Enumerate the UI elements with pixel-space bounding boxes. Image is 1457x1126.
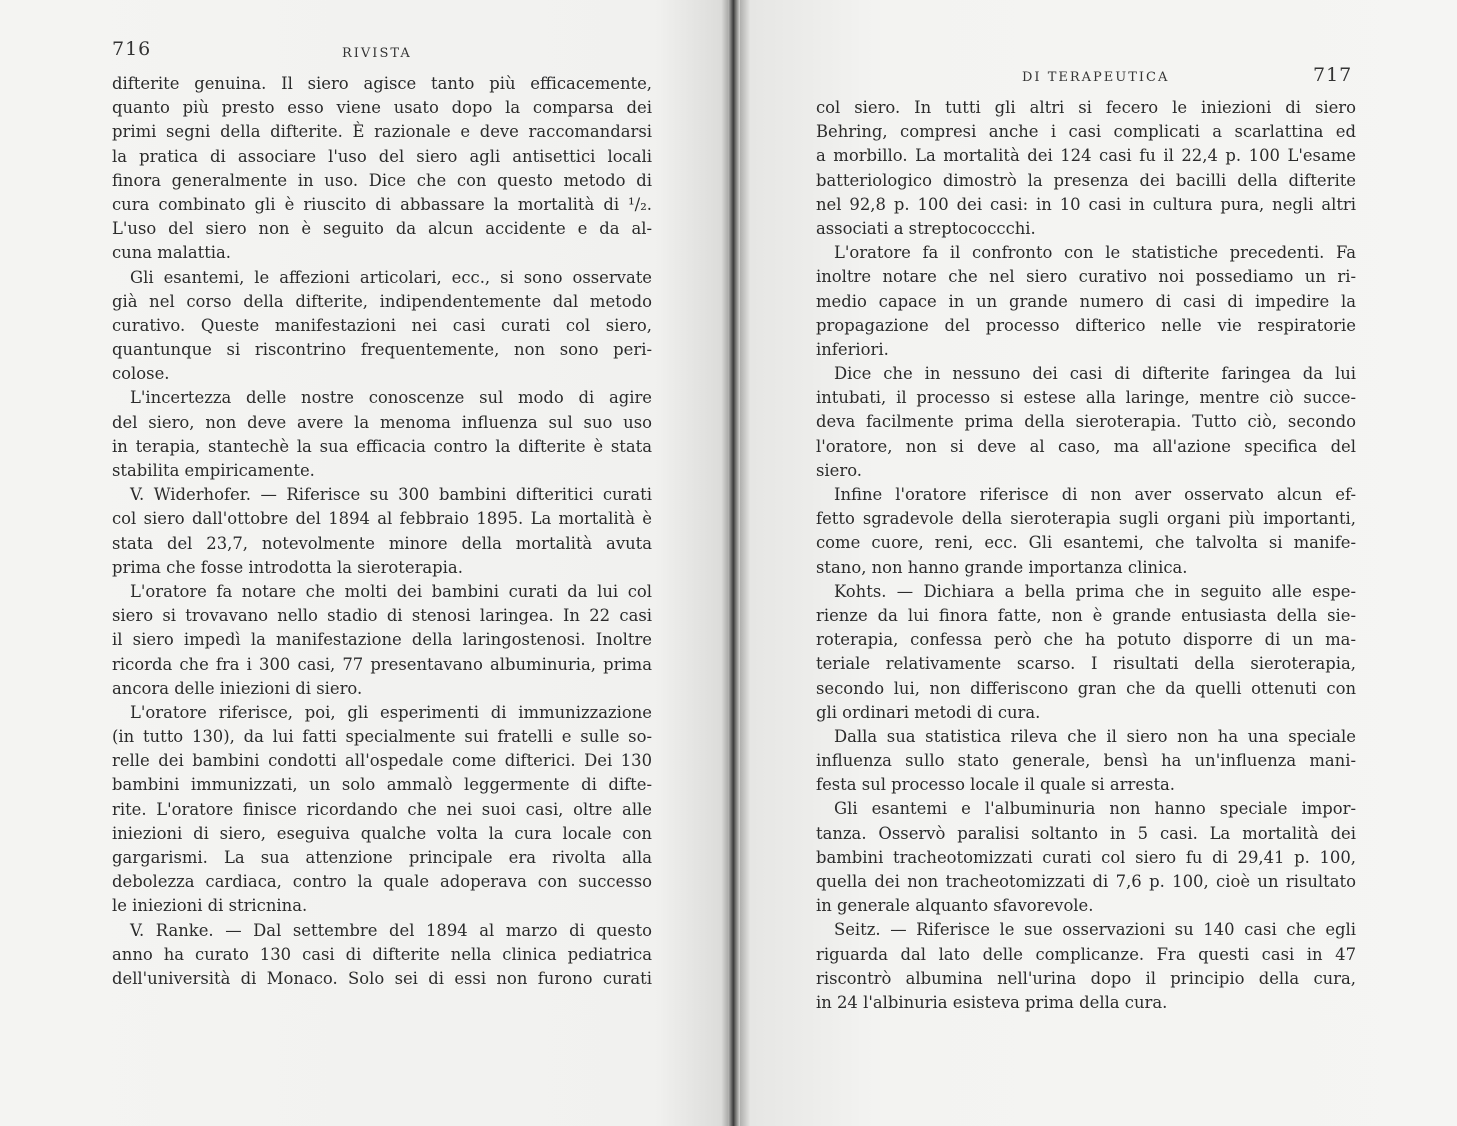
text-line: le iniezioni di stricnina. <box>112 896 308 916</box>
text-line: cura combinato gli è riuscito di abbassare la mortalità di ¹/₂. <box>112 194 652 214</box>
text-line: nel 92,8 p. 100 dei casi: in 10 casi in cultura pura, negli altri <box>816 194 1356 214</box>
text-line: quanto più presto esso viene usato dopo la comparsa dei <box>112 98 652 118</box>
text-line: riscontrò albumina nell'urina dopo il principio della cura, <box>816 968 1356 988</box>
text-line: relle dei bambini condotti all'ospedale come difterici. Dei 130 <box>112 751 652 771</box>
text-line: Gli esantemi, le affezioni articolari, ecc., si sono osservate <box>130 267 652 287</box>
text-line: bambini tracheotomizzati curati col siero fu di 29,41 p. 100, <box>816 847 1356 867</box>
text-line: Dalla sua statistica rileva che il siero non ha una speciale <box>834 726 1356 746</box>
text-line: dell'università di Monaco. Solo sei di essi non furono curati <box>112 968 652 988</box>
text-line: primi segni della difterite. È razionale e deve raccomandarsi <box>112 122 652 142</box>
text-line: curativo. Queste manifestazioni nei casi curati col siero, <box>112 315 652 335</box>
text-line: Seitz. — Riferisce le sue osservazioni su 140 casi che egli <box>834 920 1356 940</box>
text-line: Kohts. — Dichiara a bella prima che in seguito alle espe- <box>834 581 1356 601</box>
text-line: Infine l'oratore riferisce di non aver osservato alcun ef- <box>834 485 1356 504</box>
page-text <box>816 96 1356 1015</box>
text-line: L'incertezza delle nostre conoscenze sul modo di agire <box>130 388 652 408</box>
text-line: gli ordinari metodi di cura. <box>816 702 1041 722</box>
text-line: Gli esantemi e l'albuminuria non hanno speciale impor- <box>834 799 1356 819</box>
text-line: cuna malattia. <box>112 243 232 263</box>
text-line: stabilita empiricamente. <box>112 461 315 480</box>
text-line: bambini immunizzati, un solo ammalò leggermente di difte- <box>112 775 652 795</box>
text-line: quantunque si riscontrino frequentemente, non sono peri- <box>112 340 652 360</box>
text-line: medio capace in un grande numero di casi di impedire la <box>816 291 1356 311</box>
text-line: debolezza cardiaca, contro la quale adoperava con successo <box>112 872 652 892</box>
text-line: in terapia, stantechè la sua efficacia contro la difterite è stata <box>112 436 652 456</box>
text-line: V. Ranke. — Dal settembre del 1894 al marzo di questo <box>130 920 652 940</box>
text-line: roterapia, confessa però che ha potuto disporre di un ma- <box>816 630 1356 650</box>
text-line: influenza sullo stato generale, bensì ha un'influenza mani- <box>816 751 1356 771</box>
page-number: 716 <box>112 38 152 60</box>
text-line: a morbillo. La mortalità dei 124 casi fu il 22,4 p. 100 L'esame <box>816 146 1356 166</box>
text-line: Dice che in nessuno dei casi di difterite faringea da lui <box>834 364 1356 384</box>
page-text <box>112 72 652 991</box>
running-head: RIVISTA <box>342 46 412 61</box>
text-line: rienze da lui finora fatte, non è grande entusiasta della sie- <box>816 605 1356 625</box>
text-line: riguarda dal lato delle complicanze. Fra questi casi in 47 <box>816 944 1356 964</box>
running-head: DI TERAPEUTICA <box>1022 70 1170 85</box>
text-line: L'uso del siero non è seguito da alcun accidente e da al- <box>112 219 652 239</box>
text-line: già nel corso della difterite, indipendentemente dal metodo <box>112 291 652 311</box>
text-line: il siero impedì la manifestazione della laringostenosi. Inoltre <box>112 630 652 650</box>
text-line: difterite genuina. Il siero agisce tanto più efficacemente, <box>112 74 652 93</box>
text-line: stata del 23,7, notevolmente minore della mortalità avuta <box>112 533 652 553</box>
text-line: V. Widerhofer. — Riferisce su 300 bambini difteritici curati <box>130 485 652 505</box>
text-line: siero si trovavano nello stadio di stenosi laringea. In 22 casi <box>112 606 652 626</box>
text-line: l'oratore, non si deve al caso, ma all'azione specifica del <box>816 436 1356 456</box>
text-line: L'oratore fa il confronto con le statistiche precedenti. Fa <box>834 243 1356 263</box>
text-line: (in tutto 130), da lui fatti specialmente sui fratelli e sulle so- <box>112 727 652 747</box>
text-line: deva facilmente prima della sieroterapia. Tutto ciò, secondo <box>816 412 1356 432</box>
text-line: anno ha curato 130 casi di difterite nella clinica pediatrica <box>112 944 652 964</box>
text-line: ricorda che fra i 300 casi, 77 presentavano albuminuria, prima <box>112 654 652 674</box>
text-line: batteriologico dimostrò la presenza dei bacilli della difterite <box>816 170 1356 190</box>
text-line: del siero, non deve avere la menoma influenza sul suo uso <box>112 412 652 432</box>
right-page <box>740 0 1457 1126</box>
book-gutter <box>728 0 740 1126</box>
text-line: inferiori. <box>816 339 889 359</box>
text-line: teriale relativamente scarso. I risultati della sieroterapia, <box>816 654 1356 674</box>
text-line: come cuore, reni, ecc. Gli esantemi, che talvolta si manife- <box>816 533 1356 553</box>
text-line: prima che fosse introdotta la sieroterapia. <box>112 557 463 577</box>
text-line: secondo lui, non differiscono gran che da quelli ottenuti con <box>816 678 1356 698</box>
text-line: colose. <box>112 364 170 384</box>
text-line: in generale alquanto sfavorevole. <box>816 896 1094 916</box>
text-line: festa sul processo locale il quale si arresta. <box>816 775 1176 795</box>
text-line: quella dei non tracheotomizzati di 7,6 p. 100, cioè un risultato <box>816 872 1356 891</box>
text-line: inoltre notare che nel siero curativo noi possediamo un ri- <box>816 267 1356 287</box>
text-line: stano, non hanno grande importanza clinica. <box>816 557 1188 577</box>
text-line: L'oratore fa notare che molti dei bambini curati da lui col <box>130 581 652 601</box>
text-line: iniezioni di siero, eseguiva qualche volta la cura locale con <box>112 823 652 843</box>
text-line: la pratica di associare l'uso del siero agli antisettici locali <box>112 146 652 166</box>
text-line: Behring, compresi anche i casi complicati a scarlattina ed <box>816 122 1356 142</box>
text-line: col siero dall'ottobre del 1894 al febbraio 1895. La mortalità è <box>112 509 652 529</box>
page-number: 717 <box>1313 64 1353 86</box>
text-line: finora generalmente in uso. Dice che con questo metodo di <box>112 170 652 190</box>
text-line: propagazione del processo difterico nelle vie respiratorie <box>816 315 1356 335</box>
text-line: intubati, il processo si estese alla laringe, mentre ciò succe- <box>816 388 1356 408</box>
text-line: gargarismi. La sua attenzione principale era rivolta alla <box>112 848 652 867</box>
text-line: ancora delle iniezioni di siero. <box>112 678 363 698</box>
text-line: in 24 l'albinuria esisteva prima della cura. <box>816 992 1168 1012</box>
text-line: rite. L'oratore finisce ricordando che nei suoi casi, oltre alle <box>112 799 652 819</box>
text-line: tanza. Osservò paralisi soltanto in 5 casi. La mortalità dei <box>816 823 1356 843</box>
text-line: siero. <box>816 460 862 480</box>
left-page <box>0 0 728 1126</box>
text-line: associati a streptococcchi. <box>816 218 1036 238</box>
text-line: L'oratore riferisce, poi, gli esperimenti di immunizzazione <box>130 702 652 722</box>
text-line: fetto sgradevole della sieroterapia sugli organi più importanti, <box>816 509 1356 529</box>
text-line: col siero. In tutti gli altri si fecero le iniezioni di siero <box>816 98 1356 117</box>
